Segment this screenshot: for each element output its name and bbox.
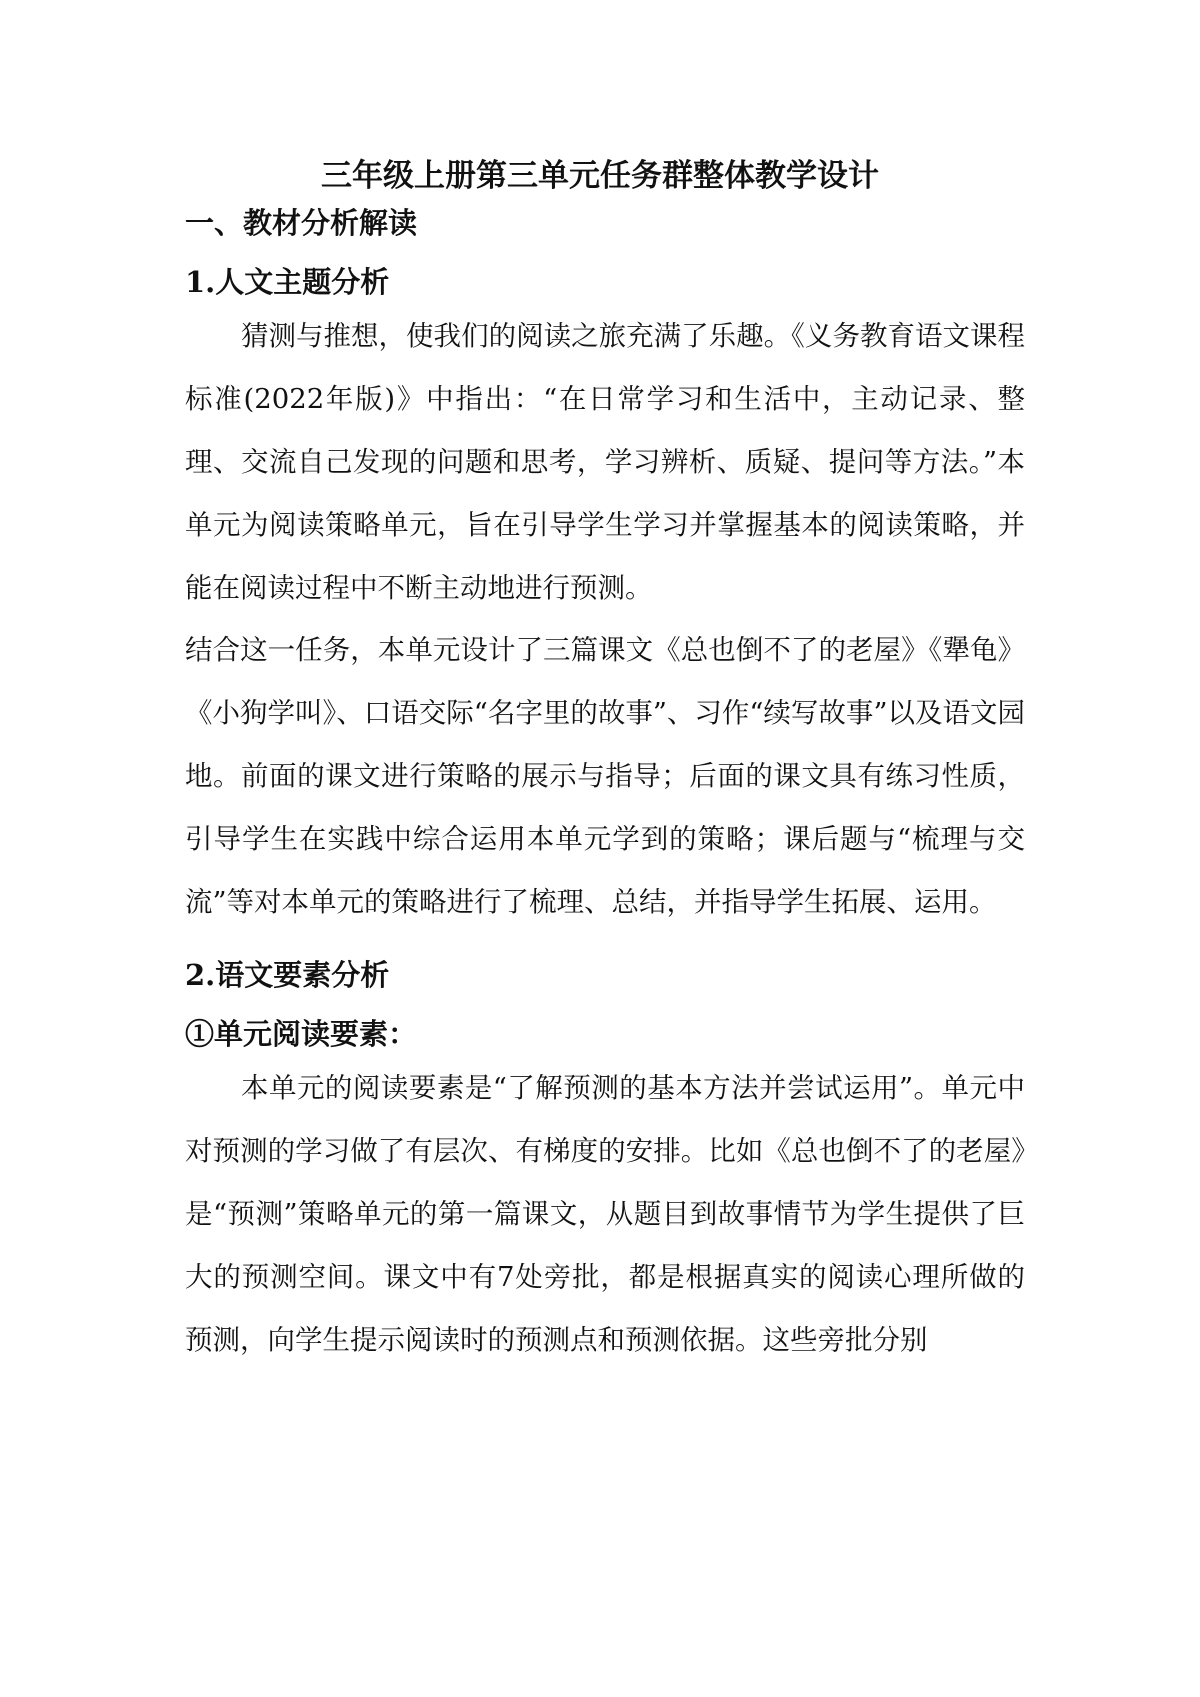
section-heading-textbook-analysis: 一、教材分析解读 [185,206,418,240]
document-title: 三年级上册第三单元任务群整体教学设计 [321,158,879,194]
subsection-heading-language-elements: 2.语文要素分析 [185,958,390,992]
subsection-heading-unit-reading-elements: ①单元阅读要素： [185,1017,418,1051]
paragraph-humanistic-theme: 猜测与推想，使我们的阅读之旅充满了乐趣。《义务教育语文课程标准(2022年版)》中指出：“在日常学习和生活中，主动记录、整理、交流自己发现的问题和思考，学习辨析、质疑、提问等方法。”本单元为阅读策略单元，旨在引导学生学习并掌握基本的阅读策略，并能在阅读过程中不断主动地进行预测。 [185,320,1025,604]
paragraph-unit-arrangement: 结合这一任务，本单元设计了三篇课文《总也倒不了的老屋》《犟龟》《小狗学叫》、口语交际“名字里的故事”、习作“续写故事”以及语文园地。前面的课文进行策略的展示与指导；后面的课文具有练习性质，引导学生在实践中综合运用本单元学到的策略；课后题与“梳理与交流”等对本单元的策略进行了梳理、总结，并指导学生拓展、运用。 [185,634,1025,918]
paragraph-reading-elements: 本单元的阅读要素是“了解预测的基本方法并尝试运用”。单元中对预测的学习做了有层次、有梯度的安排。比如《总也倒不了的老屋》是“预测”策略单元的第一篇课文，从题目到故事情节为学生提供了巨大的预测空间。课文中有7处旁批，都是根据真实的阅读心理所做的预测，向学生提示阅读时的预测点和预测依据。这些旁批分别 [185,1072,1025,1356]
subsection-heading-humanistic-theme: 1.人文主题分析 [185,265,390,299]
